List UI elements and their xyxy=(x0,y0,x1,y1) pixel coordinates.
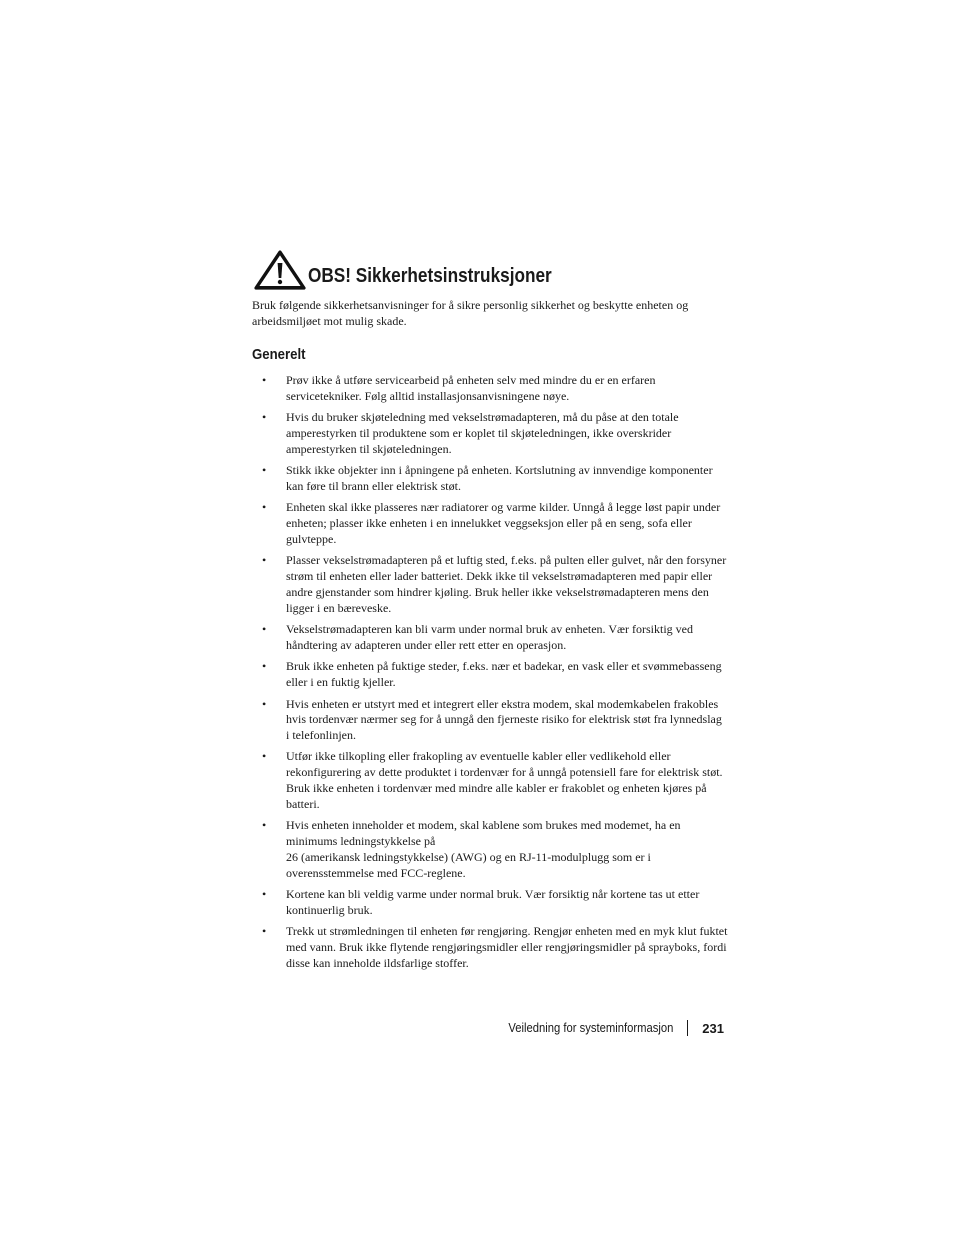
list-item xyxy=(252,622,728,654)
list-item xyxy=(252,410,728,457)
bullet-glyph: • xyxy=(262,924,267,939)
list-item-text: Stikk ikke objekter inn i åpningene på enheten. Kortslutning av innvendige komponenter kan føre til brann eller elektrisk støt. xyxy=(286,463,713,493)
safety-instructions-list xyxy=(252,373,728,977)
bullet-glyph: • xyxy=(262,622,267,637)
list-item-text: Vekselstrømadapteren kan bli varm under normal bruk av enheten. Vær forsiktig ved håndtering av adapteren under eller rett etter en operasjon. xyxy=(286,622,693,652)
list-item xyxy=(252,463,728,495)
list-item xyxy=(252,818,728,881)
list-item-text: Enheten skal ikke plasseres nær radiatorer og varme kilder. Unngå å legge løst papir under enheten; plasser ikke enheten i en innelukket veggseksjon eller på en seng, sofa eller gulvteppe. xyxy=(286,500,721,546)
list-item-text: Utfør ikke tilkopling eller frakopling av eventuelle kabler eller vedlikehold eller rekonfigurering av dette produktet i tordenvær for å unngå potensiell fare for elektrisk støt. Bruk ikke enheten i tordenvær med mindre alle kabler er frakoblet og enheten kjøres på batteri. xyxy=(286,749,723,811)
list-item-text: Hvis du bruker skjøteledning med vekselstrømadapteren, må du påse at den totale amperestyrken til produktene som er koplet til skjøteledningen, ikke overskrider amperestyrken til skjøteledningen. xyxy=(286,410,679,456)
bullet-glyph: • xyxy=(262,749,267,764)
list-item-text: Prøv ikke å utføre servicearbeid på enheten selv med mindre du er en erfaren servicetekniker. Følg alltid installasjonsanvisningene nøye. xyxy=(286,373,656,403)
list-item xyxy=(252,749,728,812)
list-item xyxy=(252,373,728,405)
bullet-glyph: • xyxy=(262,659,267,674)
list-item-text: Bruk ikke enheten på fuktige steder, f.eks. nær et badekar, en vask eller et svømmebasseng eller i en fuktig kjeller. xyxy=(286,659,722,690)
bullet-glyph: • xyxy=(262,373,267,387)
intro-paragraph: Bruk følgende sikkerhetsanvisninger for å sikre personlig sikkerhet og beskytte enheten og arbeidsmiljøet mot mulig skade. xyxy=(252,298,689,328)
footer-divider xyxy=(687,1020,688,1036)
bullet-glyph: • xyxy=(262,410,267,425)
bullet-glyph: • xyxy=(262,818,267,833)
page-title: OBS! Sikkerhetsinstruksjoner xyxy=(308,265,552,287)
bullet-glyph: • xyxy=(262,553,267,568)
page-footer xyxy=(490,1020,724,1036)
footer-document-title: Veiledning for systeminformasjon xyxy=(508,1021,674,1035)
bullet-glyph: • xyxy=(262,500,267,515)
list-item xyxy=(252,659,728,691)
list-item xyxy=(252,500,728,547)
list-item-text: Hvis enheten er utstyrt med et integrert eller ekstra modem, skal modemkabelen frakobles hvis tordenvær nærmer seg for å unngå den fjerneste risiko for elektrisk støt fra lynnedslag i telefonlinjen. xyxy=(286,696,722,743)
warning-triangle-icon xyxy=(254,250,306,290)
list-item xyxy=(252,553,728,616)
list-item-text: Kortene kan bli veldig varme under normal bruk. Vær forsiktig når kortene tas ut etter kontinuerlig bruk. xyxy=(286,887,700,917)
list-item xyxy=(252,887,728,919)
list-item xyxy=(252,697,728,744)
bullet-glyph: • xyxy=(262,463,267,478)
bullet-glyph: • xyxy=(262,696,267,711)
section-heading: Generelt xyxy=(252,346,306,363)
bullet-glyph: • xyxy=(262,887,267,902)
list-item-text: Trekk ut strømledningen til enheten før rengjøring. Rengjør enheten med en myk klut fuktet med vann. Bruk ikke flytende rengjøringsmidler eller rengjøringsmidler på sprayboks, fordi disse kan inneholde ildsfarlige stoffer. xyxy=(286,924,728,970)
section-header xyxy=(254,250,591,290)
page-number: 231 xyxy=(702,1020,724,1036)
list-item-text: Plasser vekselstrømadapteren på et luftig sted, f.eks. på pulten eller gulvet, når den forsyner strøm til enheten eller lader batteriet. Dekk ikke til vekselstrømadapteren med papir eller andre gjenstander som hindrer kjøling. Bruk heller ikke vekselstrømadapteren mens den ligger i en bæreveske. xyxy=(286,553,727,615)
list-item xyxy=(252,924,728,971)
list-item-text: Hvis enheten inneholder et modem, skal kablene som brukes med modemet, ha en minimums ledningstykkelse på 26 (amerikansk ledningstykkelse) (AWG) og en RJ-11-modulplugg som er i overensstemmelse med FCC-reglene. xyxy=(286,818,681,880)
